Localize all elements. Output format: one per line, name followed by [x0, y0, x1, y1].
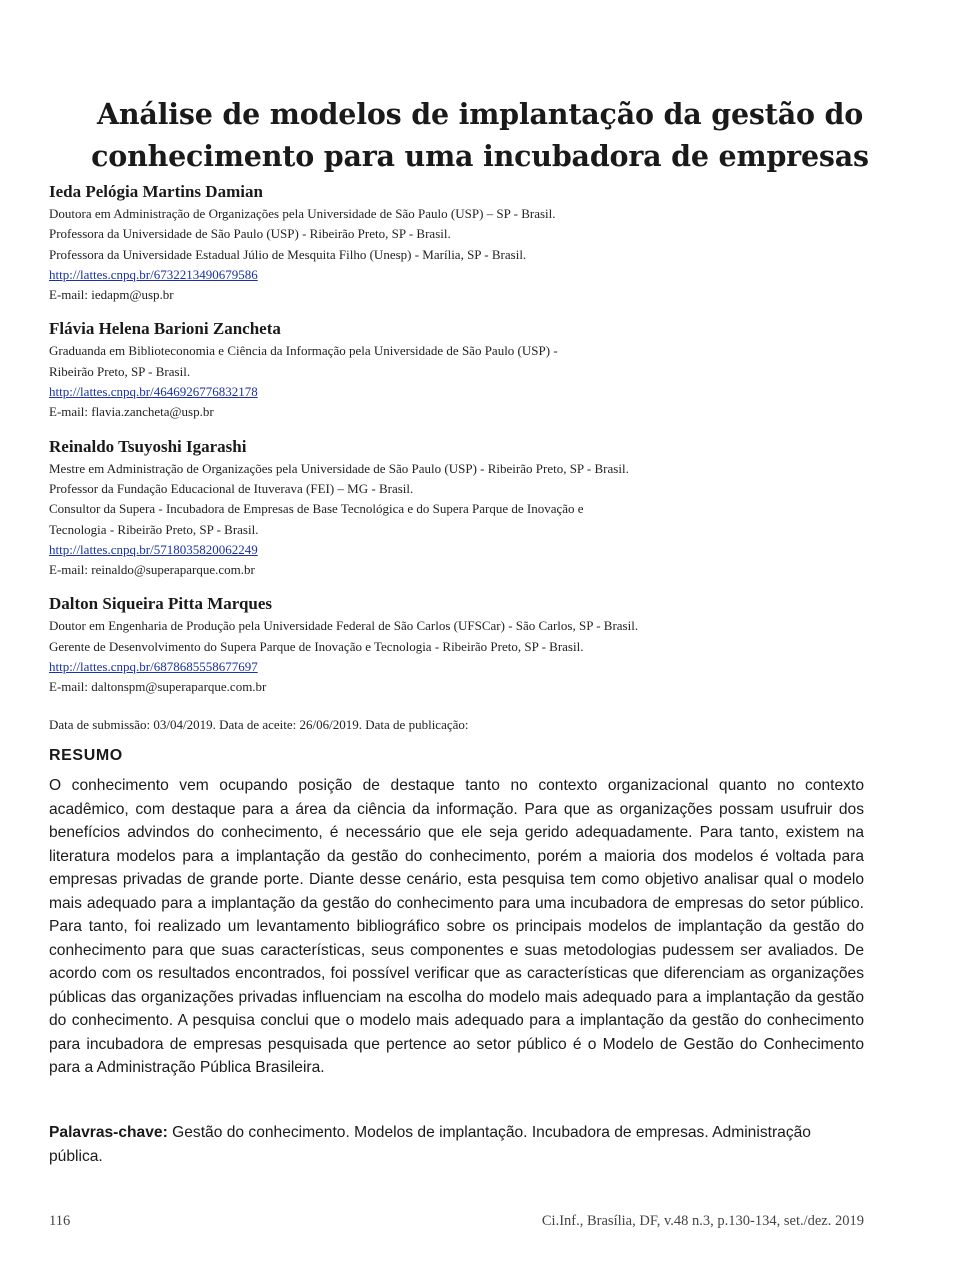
author-block: [49, 435, 689, 581]
abstract-heading: RESUMO: [49, 747, 123, 764]
author-affiliation: Consultor da Supera - Incubadora de Empresas de Base Tecnológica e do Supera Parque de Inovação e: [49, 501, 584, 517]
page-number: 116: [49, 1213, 71, 1229]
keywords-label: Palavras-chave:: [49, 1124, 168, 1141]
lattes-link[interactable]: http://lattes.cnpq.br/6732213490679586: [49, 266, 258, 282]
author-block: [49, 592, 689, 697]
paper-title: Análise de modelos de implantação da gestão do conhecimento para uma incubadora de empresas: [91, 97, 869, 173]
author-email: E-mail: iedapm@usp.br: [49, 287, 174, 303]
author-affiliation: Professora da Universidade Estadual Júlio de Mesquita Filho (Unesp) - Marília, SP - Brasil.: [49, 246, 527, 262]
author-name: Flávia Helena Barioni Zancheta: [49, 319, 281, 339]
submission-dates: Data de submissão: 03/04/2019. Data de aceite: 26/06/2019. Data de publicação:: [49, 717, 469, 732]
author-affiliation: Doutor em Engenharia de Produção pela Universidade Federal de São Carlos (UFSCar) - São Carlos, SP - Brasil.: [49, 618, 639, 634]
lattes-link[interactable]: http://lattes.cnpq.br/5718035820062249: [49, 541, 258, 557]
keywords-text: Gestão do conhecimento. Modelos de implantação. Incubadora de empresas. Administração pública.: [49, 1124, 811, 1165]
author-affiliation: Professor da Fundação Educacional de Ituverava (FEI) – MG - Brasil.: [49, 480, 414, 496]
author-affiliation: Doutora em Administração de Organizações pela Universidade de São Paulo (USP) – SP - Brasil.: [49, 206, 556, 221]
author-affiliation: Gerente de Desenvolvimento do Supera Parque de Inovação e Tecnologia - Ribeirão Preto, SP - Brasil.: [49, 638, 584, 654]
author-email: E-mail: reinaldo@superaparque.com.br: [49, 562, 255, 578]
keywords: [49, 1121, 864, 1169]
lattes-link[interactable]: http://lattes.cnpq.br/6878685558677697: [49, 659, 258, 675]
page-footer: [49, 1211, 864, 1231]
author-name: Ieda Pelógia Martins Damian: [49, 182, 263, 201]
author-name: Dalton Siqueira Pitta Marques: [49, 594, 273, 614]
author-affiliation: Professora da Universidade de São Paulo (USP) - Ribeirão Preto, SP - Brasil.: [49, 226, 451, 242]
author-affiliation: Mestre em Administração de Organizações pela Universidade de São Paulo (USP) - Ribeirão Preto, SP - Brasil.: [49, 460, 629, 476]
author-block: [49, 180, 689, 305]
author-name: Reinaldo Tsuyoshi Igarashi: [49, 436, 247, 456]
author-affiliation: Tecnologia - Ribeirão Preto, SP - Brasil.: [49, 521, 259, 537]
author-list: [49, 180, 689, 710]
journal-citation: Ci.Inf., Brasília, DF, v.48 n.3, p.130-134, set./dez. 2019: [541, 1213, 864, 1229]
author-block: [49, 317, 689, 422]
author-affiliation: Ribeirão Preto, SP - Brasil.: [49, 363, 191, 379]
author-affiliation: Graduanda em Biblioteconomia e Ciência da Informação pela Universidade de São Paulo (USP) -: [49, 343, 558, 359]
abstract-text: O conhecimento vem ocupando posição de destaque tanto no contexto organizacional quanto no contexto acadêmico, com destaque para a área da ciência da informação. Para que as organizações possam usufruir dos benefícios advindos do conhecimento, é necessário que ele seja gerido adequadamente. Para tanto, existem na literatura modelos para a implantação da gestão do conhecimento, porém a maioria dos modelos é voltada para empresas privadas de grande porte. Diante desse cenário, esta pesquisa tem como objetivo analisar qual o modelo mais adequado para a implantação da gestão do conhecimento para uma incubadora de empresas do setor público. Para tanto, foi realizado um levantamento bibliográfico sobre os principais modelos de implantação da gestão do conhecimento para que suas características, seus componentes e suas metodologias pudessem ser avaliados. De acordo com os resultados encontrados, foi possível verificar que as características que diferenciam as organizações públicas das organizações privadas influenciam na escolha do modelo mais adequado para a implantação da gestão do conhecimento. A pesquisa conclui que o modelo mais adequado para a implantação da gestão do conhecimento para incubadora de empresas pesquisada que pertence ao setor público é o Modelo de Gestão do Conhecimento para a Administração Pública Brasileira.: [49, 777, 864, 1076]
lattes-link[interactable]: http://lattes.cnpq.br/4646926776832178: [49, 384, 258, 400]
author-email: E-mail: flavia.zancheta@usp.br: [49, 404, 214, 420]
author-email: E-mail: daltonspm@superaparque.com.br: [49, 679, 267, 695]
